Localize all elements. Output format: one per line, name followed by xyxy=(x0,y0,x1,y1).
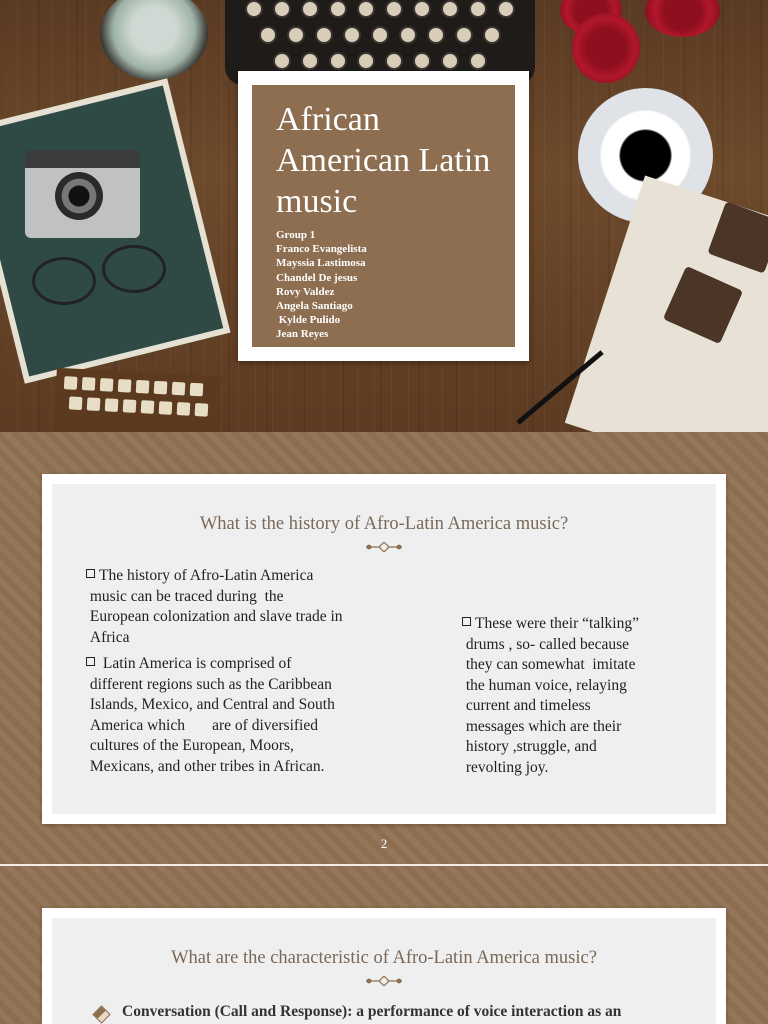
member-line: Group 1 xyxy=(276,229,316,241)
characteristics-slide xyxy=(0,866,768,1024)
title-box xyxy=(252,85,515,347)
ornament-icon xyxy=(366,976,402,986)
member-line: Chandel De jesus xyxy=(276,271,358,284)
bullet-item: The history of Afro-Latin America music can be traced during the European colonization and slave trade in Africa xyxy=(86,566,396,648)
diamond-bullet-icon xyxy=(92,1005,110,1023)
content-card xyxy=(42,474,726,824)
title-frame xyxy=(238,71,529,361)
title-slide xyxy=(0,0,768,432)
bullet-item: Latin America is comprised of different regions such as the Caribbean Islands, Mexico, and Central and South America which are of diversified cultures of the European, Moors, Mexicans, and other tribes in African. xyxy=(86,654,406,777)
member-line: Angela Santiago xyxy=(276,300,353,313)
succulent-image xyxy=(100,0,208,80)
group-members xyxy=(276,228,491,342)
camera-image xyxy=(25,150,140,238)
checkbox-bullet-icon xyxy=(86,657,95,666)
ornament-icon xyxy=(366,542,402,552)
member-line: Jean Reyes xyxy=(276,328,329,341)
member-line: Rovy Valdez xyxy=(276,285,335,298)
glasses-image xyxy=(32,245,172,305)
slide-title: What is the history of Afro-Latin America music? xyxy=(199,514,569,534)
keyboard-image xyxy=(53,368,221,432)
member-line: Kylde Pulido xyxy=(276,314,341,327)
bullet-item: These were their “talking” drums , so- called because they can somewhat imitate the human voice, relaying current and timeless messages which are their history ,struggle, and revolting joy. xyxy=(462,614,712,778)
presentation-title: African American Latin music xyxy=(276,101,491,220)
bullet-item: Conversation (Call and Response): a performance of voice interaction as an xyxy=(122,1003,622,1020)
page-number: 2 xyxy=(380,836,388,851)
member-line: Mayssia Lastimosa xyxy=(276,257,366,270)
slide-title: What are the characteristic of Afro-Latin America music? xyxy=(171,948,597,968)
content-card xyxy=(42,908,726,1024)
checkbox-bullet-icon xyxy=(86,569,95,578)
member-line: Franco Evangelista xyxy=(276,243,367,256)
history-slide xyxy=(0,432,768,864)
roses-image xyxy=(560,0,740,95)
checkbox-bullet-icon xyxy=(462,617,471,626)
